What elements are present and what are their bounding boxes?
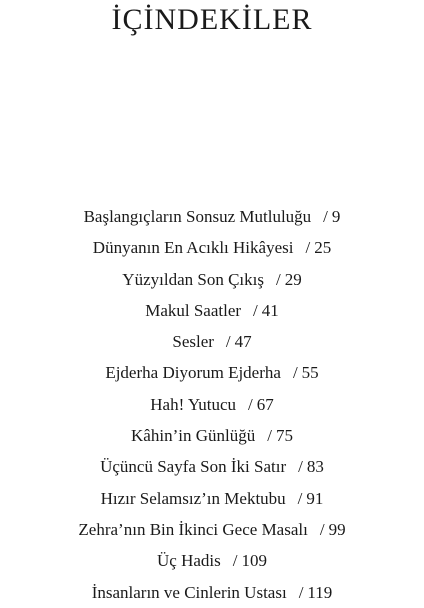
toc-entry-page: 55 [301, 363, 319, 383]
toc-entry-page: 67 [256, 394, 274, 414]
toc-entry [0, 451, 424, 482]
toc-entry-page: 47 [234, 332, 252, 352]
toc-entry-label: Üç Hadis [157, 551, 221, 571]
toc-entry-page: 109 [241, 551, 267, 571]
toc-entry-label: Başlangıçların Sonsuz Mutluluğu [83, 207, 312, 226]
toc-entry [0, 389, 424, 420]
toc-entry-label: Ejderha Diyorum Ejderha [105, 363, 281, 383]
toc-entry [0, 232, 424, 263]
toc-entry-label: Üçüncü Sayfa Son İki Satır [100, 457, 287, 477]
toc-entry-label: Dünyanın En Acıklı Hikâyesi [92, 238, 294, 258]
toc-separator: / [319, 519, 325, 539]
toc-separator: / [323, 207, 328, 226]
toc-entry-page: 25 [314, 238, 332, 258]
toc-entry-label: Sesler [172, 332, 214, 352]
toc-entry-label: Hah! Yutucu [150, 394, 237, 414]
toc-entry-page: 75 [275, 426, 293, 446]
toc-separator: / [232, 551, 238, 571]
toc-entry [0, 201, 424, 232]
toc-separator: / [298, 457, 303, 477]
toc-separator: / [275, 269, 281, 289]
toc-separator: / [292, 363, 298, 383]
toc-entry-page: 91 [306, 488, 324, 508]
toc-entry-label: Hızır Selamsız’ın Mektubu [100, 488, 286, 508]
toc-entry [0, 483, 424, 514]
toc-entry-label: Makul Saatler [145, 300, 242, 320]
toc-entry-label: Yüzyıldan Son Çıkış [122, 269, 264, 289]
toc-entry [0, 514, 424, 545]
toc-entry-page: 83 [306, 457, 324, 477]
toc-entry [0, 545, 424, 576]
table-of-contents [0, 201, 424, 608]
toc-entry-label: İnsanların ve Cinlerin Ustası [91, 582, 287, 602]
toc-entry [0, 295, 424, 326]
toc-entry-page: 99 [328, 519, 346, 539]
toc-separator: / [297, 488, 303, 508]
toc-entry-page: 119 [307, 582, 333, 602]
toc-separator: / [298, 582, 304, 602]
toc-entry [0, 326, 424, 357]
toc-entry-page: 29 [284, 269, 302, 289]
toc-entry [0, 577, 424, 608]
toc-separator: / [253, 300, 258, 320]
toc-separator: / [305, 238, 311, 258]
toc-entry-page: 41 [261, 300, 279, 320]
toc-entry [0, 420, 424, 451]
toc-entry [0, 357, 424, 388]
toc-separator: / [267, 426, 272, 446]
toc-entry-label: Kâhin’in Günlüğü [131, 426, 256, 446]
page-title: İÇİNDEKİLER [111, 3, 313, 36]
toc-entry-page: 9 [331, 207, 341, 226]
toc-separator: / [248, 394, 253, 414]
toc-entry [0, 264, 424, 295]
toc-separator: / [225, 332, 231, 352]
toc-entry-label: Zehra’nın Bin İkinci Gece Masalı [78, 519, 308, 539]
